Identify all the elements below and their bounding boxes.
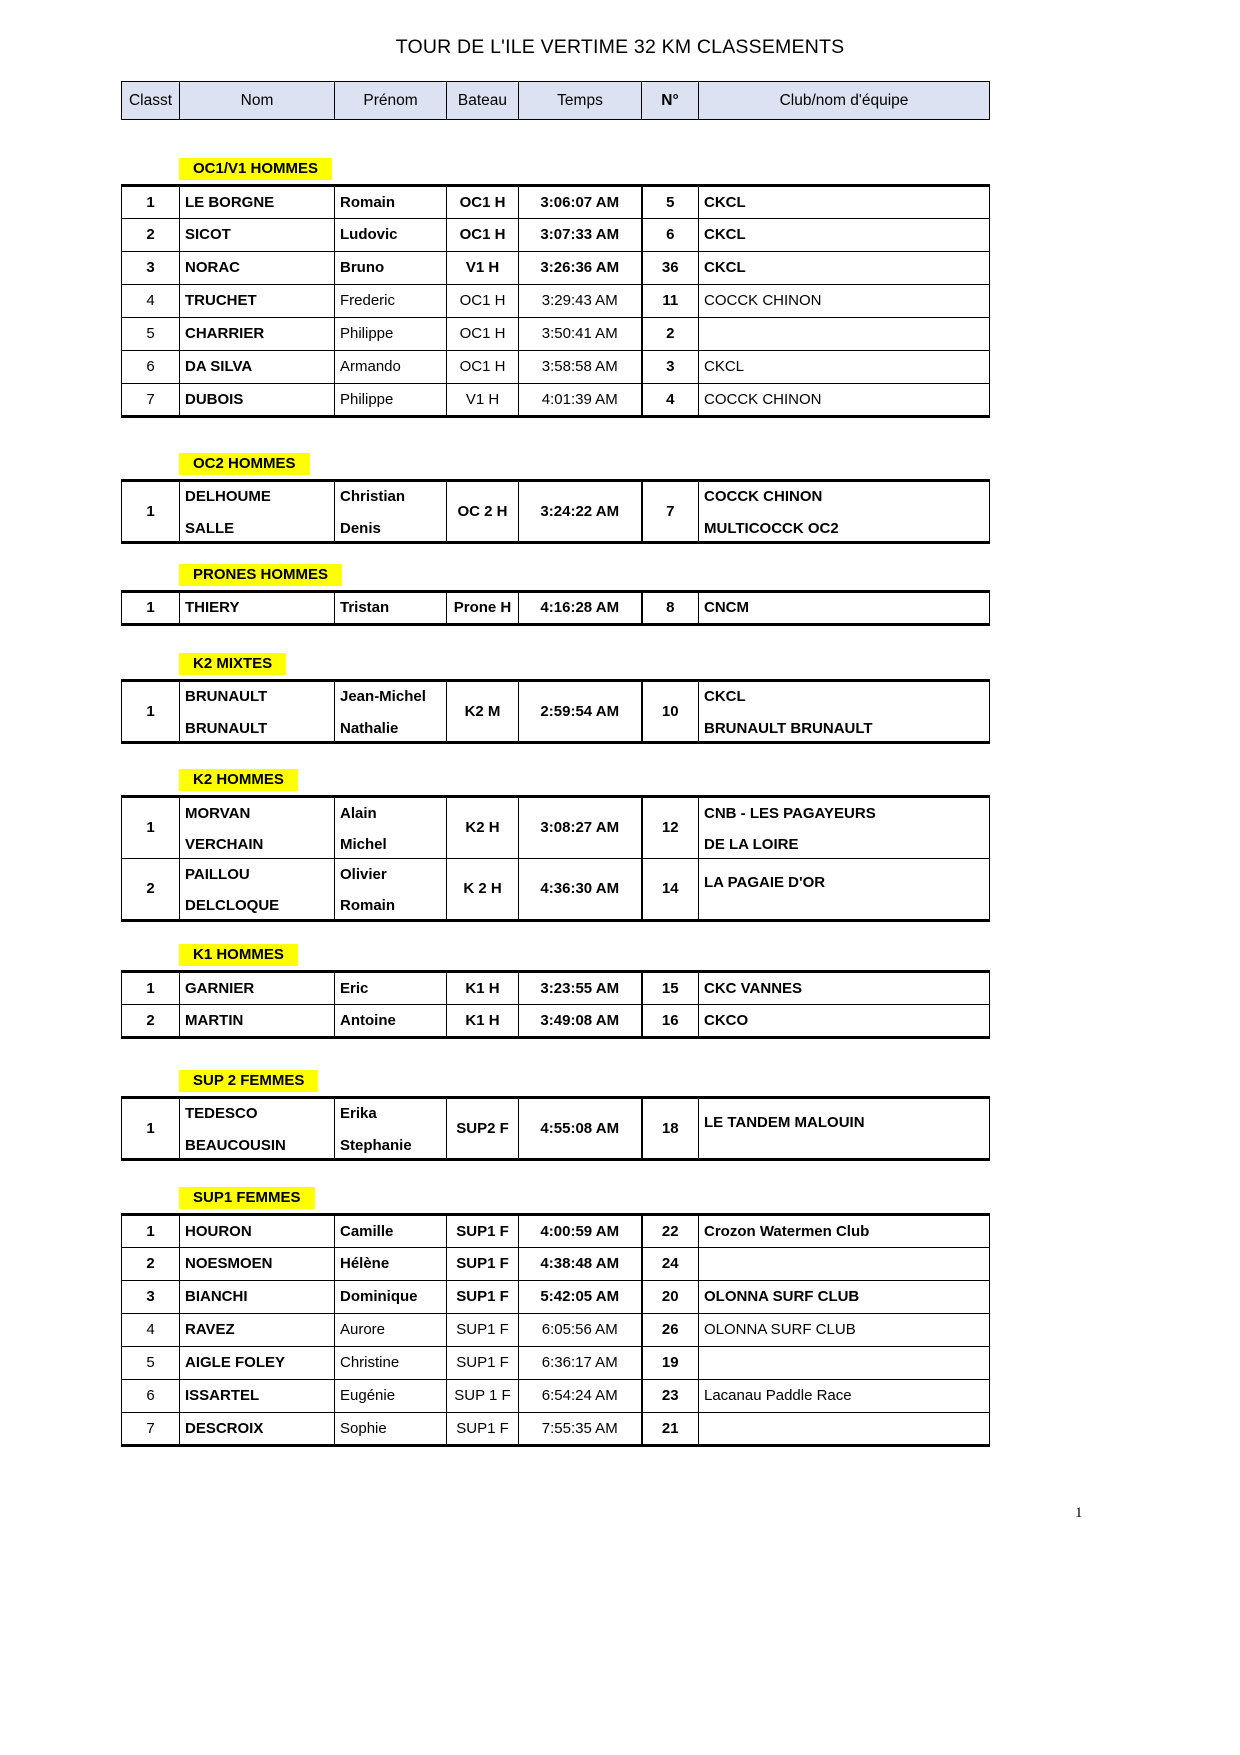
cell-prenom: Frederic [335, 285, 447, 318]
cell-temps: 4:38:48 AM [519, 1248, 642, 1281]
category-label: SUP 2 FEMMES [179, 1070, 318, 1092]
cell-numero: 7 [642, 481, 699, 543]
cell-numero: 24 [642, 1248, 699, 1281]
cell-numero: 15 [642, 972, 699, 1005]
cell-prenom-line-1: Erika [340, 1105, 377, 1123]
cell-bateau: SUP1 F [447, 1281, 519, 1314]
cell-bateau: SUP 1 F [447, 1380, 519, 1413]
category-results-table [121, 1096, 990, 1161]
cell-temps: 4:00:59 AM [519, 1215, 642, 1248]
table-row [122, 318, 990, 351]
cell-temps: 7:55:35 AM [519, 1413, 642, 1446]
table-row [122, 681, 990, 743]
column-header-prenom: Prénom [335, 82, 447, 120]
cell-prenom: Bruno [335, 252, 447, 285]
cell-temps: 3:07:33 AM [519, 219, 642, 252]
cell-nom-line-1: PAILLOU [185, 865, 250, 883]
cell-numero: 20 [642, 1281, 699, 1314]
cell-nom: HOURON [180, 1215, 335, 1248]
cell-club [699, 1098, 990, 1160]
cell-classt: 6 [122, 1380, 180, 1413]
column-header-temps: Temps [519, 82, 642, 120]
cell-classt: 2 [122, 859, 180, 921]
cell-club [699, 481, 990, 543]
table-row [122, 1347, 990, 1380]
cell-bateau: OC1 H [447, 351, 519, 384]
cell-bateau: K1 H [447, 972, 519, 1005]
cell-bateau: K1 H [447, 1005, 519, 1038]
cell-prenom-line-1: Alain [340, 804, 377, 822]
table-row [122, 1005, 990, 1038]
cell-nom [180, 797, 335, 859]
cell-club [699, 681, 990, 743]
cell-temps: 3:49:08 AM [519, 1005, 642, 1038]
cell-club-line-2: DE LA LOIRE [704, 836, 799, 853]
cell-bateau: K2 M [447, 681, 519, 743]
cell-club-line-1: LA PAGAIE D'OR [704, 874, 826, 892]
category-label-row [121, 653, 990, 679]
category-results-table [121, 795, 990, 922]
cell-temps: 3:26:36 AM [519, 252, 642, 285]
cell-prenom: Philippe [335, 384, 447, 417]
cell-nom: DESCROIX [180, 1413, 335, 1446]
category-section [121, 1070, 990, 1161]
cell-prenom-line-2: Nathalie [340, 719, 399, 737]
cell-prenom-line-1: Olivier [340, 865, 387, 883]
cell-classt: 1 [122, 1098, 180, 1160]
category-results-table [121, 1213, 990, 1447]
cell-nom: NOESMOEN [180, 1248, 335, 1281]
cell-classt: 1 [122, 592, 180, 625]
cell-classt: 4 [122, 1314, 180, 1347]
cell-temps: 4:01:39 AM [519, 384, 642, 417]
cell-bateau: K2 H [447, 797, 519, 859]
cell-numero: 4 [642, 384, 699, 417]
cell-prenom-line-2: Denis [340, 519, 381, 537]
cell-bateau: OC1 H [447, 186, 519, 219]
cell-club [699, 318, 990, 351]
cell-bateau: OC1 H [447, 285, 519, 318]
cell-temps: 2:59:54 AM [519, 681, 642, 743]
cell-club-line-1: CKCL [704, 688, 746, 706]
cell-club-line-2: MULTICOCCK OC2 [704, 519, 839, 537]
cell-prenom: Sophie [335, 1413, 447, 1446]
cell-numero: 19 [642, 1347, 699, 1380]
results-table-header [121, 81, 990, 120]
cell-numero: 26 [642, 1314, 699, 1347]
table-row [122, 1248, 990, 1281]
cell-numero: 22 [642, 1215, 699, 1248]
cell-nom-line-2: BRUNAULT [185, 719, 268, 737]
category-results-table [121, 679, 990, 744]
cell-bateau: SUP1 F [447, 1215, 519, 1248]
category-results-table [121, 479, 990, 544]
cell-temps: 4:36:30 AM [519, 859, 642, 921]
cell-nom: LE BORGNE [180, 186, 335, 219]
cell-temps: 4:55:08 AM [519, 1098, 642, 1160]
cell-bateau: V1 H [447, 384, 519, 417]
cell-prenom [335, 859, 447, 921]
table-row [122, 1281, 990, 1314]
cell-classt: 4 [122, 285, 180, 318]
cell-prenom: Antoine [335, 1005, 447, 1038]
cell-bateau: OC1 H [447, 219, 519, 252]
cell-prenom: Hélène [335, 1248, 447, 1281]
cell-numero: 16 [642, 1005, 699, 1038]
cell-nom-line-2: DELCLOQUE [185, 897, 280, 914]
cell-prenom [335, 681, 447, 743]
column-header-nom: Nom [180, 82, 335, 120]
cell-temps: 6:36:17 AM [519, 1347, 642, 1380]
category-label: SUP1 FEMMES [179, 1187, 315, 1209]
category-label: PRONES HOMMES [179, 564, 342, 586]
cell-nom [180, 1098, 335, 1160]
cell-prenom: Philippe [335, 318, 447, 351]
category-label-row [121, 564, 990, 590]
cell-nom: NORAC [180, 252, 335, 285]
cell-prenom: Ludovic [335, 219, 447, 252]
cell-nom: DUBOIS [180, 384, 335, 417]
cell-nom: SICOT [180, 219, 335, 252]
cell-classt: 3 [122, 1281, 180, 1314]
category-label: OC1/V1 HOMMES [179, 158, 332, 180]
cell-nom: RAVEZ [180, 1314, 335, 1347]
cell-classt: 1 [122, 1215, 180, 1248]
cell-nom-line-2: VERCHAIN [185, 836, 264, 853]
cell-classt: 5 [122, 1347, 180, 1380]
cell-prenom: Romain [335, 186, 447, 219]
cell-classt: 1 [122, 972, 180, 1005]
category-section [121, 453, 990, 544]
cell-nom-line-1: MORVAN [185, 804, 251, 822]
cell-club: CKC VANNES [699, 972, 990, 1005]
category-section [121, 944, 990, 1039]
cell-club: COCCK CHINON [699, 285, 990, 318]
cell-classt: 1 [122, 186, 180, 219]
cell-temps: 3:50:41 AM [519, 318, 642, 351]
cell-temps: 6:54:24 AM [519, 1380, 642, 1413]
category-label-row [121, 1187, 990, 1213]
category-label-row [121, 453, 990, 479]
category-section [121, 1187, 990, 1447]
cell-classt: 2 [122, 1005, 180, 1038]
table-header-row [122, 82, 990, 120]
cell-bateau: SUP1 F [447, 1347, 519, 1380]
category-section [121, 158, 990, 418]
cell-bateau: SUP1 F [447, 1248, 519, 1281]
cell-nom: MARTIN [180, 1005, 335, 1038]
table-row [122, 859, 990, 921]
category-label: OC2 HOMMES [179, 453, 310, 475]
category-results-table [121, 590, 990, 626]
cell-bateau: SUP1 F [447, 1314, 519, 1347]
category-section [121, 564, 990, 626]
cell-classt: 6 [122, 351, 180, 384]
cell-club: CNCM [699, 592, 990, 625]
cell-prenom: Christine [335, 1347, 447, 1380]
cell-numero: 3 [642, 351, 699, 384]
cell-club-line-2 [704, 1131, 989, 1145]
cell-club [699, 797, 990, 859]
cell-club: CKCO [699, 1005, 990, 1038]
cell-club [699, 1347, 990, 1380]
table-row [122, 1215, 990, 1248]
table-row [122, 351, 990, 384]
cell-nom [180, 859, 335, 921]
cell-prenom: Aurore [335, 1314, 447, 1347]
page-title: TOUR DE L'ILE VERTIME 32 KM CLASSEMENTS [395, 36, 845, 58]
cell-nom-line-2: BEAUCOUSIN [185, 1136, 286, 1154]
cell-nom: TRUCHET [180, 285, 335, 318]
cell-numero: 11 [642, 285, 699, 318]
cell-bateau: OC 2 H [447, 481, 519, 543]
cell-nom: DA SILVA [180, 351, 335, 384]
cell-prenom: Camille [335, 1215, 447, 1248]
category-label-row [121, 769, 990, 795]
cell-temps: 3:08:27 AM [519, 797, 642, 859]
table-row [122, 592, 990, 625]
category-results-table [121, 970, 990, 1039]
cell-club: CKCL [699, 219, 990, 252]
cell-classt: 2 [122, 1248, 180, 1281]
category-label: K2 HOMMES [179, 769, 298, 791]
category-section [121, 769, 990, 922]
cell-prenom [335, 1098, 447, 1160]
cell-classt: 2 [122, 219, 180, 252]
cell-club [699, 1248, 990, 1281]
cell-prenom: Dominique [335, 1281, 447, 1314]
cell-club-line-1: COCCK CHINON [704, 488, 823, 506]
cell-club-line-2 [704, 892, 989, 906]
cell-numero: 18 [642, 1098, 699, 1160]
column-header-bateau: Bateau [447, 82, 519, 120]
cell-numero: 8 [642, 592, 699, 625]
category-label: K2 MIXTES [179, 653, 286, 675]
cell-bateau: V1 H [447, 252, 519, 285]
cell-nom [180, 481, 335, 543]
category-results-table [121, 184, 990, 418]
cell-prenom: Eugénie [335, 1380, 447, 1413]
category-label-row [121, 158, 990, 184]
column-header-classt: Classt [122, 82, 180, 120]
cell-numero: 14 [642, 859, 699, 921]
cell-numero: 10 [642, 681, 699, 743]
cell-bateau: Prone H [447, 592, 519, 625]
table-row [122, 1314, 990, 1347]
cell-club-line-2: BRUNAULT BRUNAULT [704, 719, 873, 737]
cell-club [699, 1413, 990, 1446]
table-row [122, 384, 990, 417]
cell-numero: 36 [642, 252, 699, 285]
cell-numero: 6 [642, 219, 699, 252]
cell-prenom: Armando [335, 351, 447, 384]
cell-club [699, 859, 990, 921]
cell-nom-line-1: BRUNAULT [185, 688, 268, 706]
cell-prenom: Tristan [335, 592, 447, 625]
cell-temps: 5:42:05 AM [519, 1281, 642, 1314]
cell-prenom-line-1: Christian [340, 488, 406, 506]
cell-classt: 7 [122, 1413, 180, 1446]
category-label-row [121, 1070, 990, 1096]
cell-nom: THIERY [180, 592, 335, 625]
cell-prenom-line-1: Jean-Michel [340, 688, 426, 706]
cell-nom: ISSARTEL [180, 1380, 335, 1413]
table-row [122, 1413, 990, 1446]
cell-numero: 21 [642, 1413, 699, 1446]
cell-temps: 3:23:55 AM [519, 972, 642, 1005]
cell-bateau: K 2 H [447, 859, 519, 921]
table-row [122, 219, 990, 252]
cell-nom: CHARRIER [180, 318, 335, 351]
table-row [122, 1380, 990, 1413]
cell-club: CKCL [699, 186, 990, 219]
cell-classt: 5 [122, 318, 180, 351]
cell-nom: BIANCHI [180, 1281, 335, 1314]
cell-classt: 7 [122, 384, 180, 417]
table-row [122, 797, 990, 859]
table-row [122, 252, 990, 285]
table-row [122, 481, 990, 543]
cell-nom-line-1: TEDESCO [185, 1105, 258, 1123]
cell-temps: 3:58:58 AM [519, 351, 642, 384]
cell-numero: 12 [642, 797, 699, 859]
table-row [122, 972, 990, 1005]
cell-prenom [335, 797, 447, 859]
cell-club: CKCL [699, 252, 990, 285]
cell-club: CKCL [699, 351, 990, 384]
table-row [122, 186, 990, 219]
cell-temps: 3:24:22 AM [519, 481, 642, 543]
category-label-row [121, 944, 990, 970]
cell-numero: 23 [642, 1380, 699, 1413]
cell-bateau: SUP1 F [447, 1413, 519, 1446]
category-section [121, 653, 990, 744]
cell-nom: AIGLE FOLEY [180, 1347, 335, 1380]
cell-nom-line-1: DELHOUME [185, 488, 271, 506]
cell-nom [180, 681, 335, 743]
cell-temps: 3:29:43 AM [519, 285, 642, 318]
cell-prenom [335, 481, 447, 543]
category-label: K1 HOMMES [179, 944, 298, 966]
cell-club: Lacanau Paddle Race [699, 1380, 990, 1413]
cell-club: OLONNA SURF CLUB [699, 1281, 990, 1314]
cell-classt: 3 [122, 252, 180, 285]
cell-temps: 4:16:28 AM [519, 592, 642, 625]
cell-club-line-1: LE TANDEM MALOUIN [704, 1113, 865, 1131]
cell-club-line-1: CNB - LES PAGAYEURS [704, 804, 876, 822]
cell-nom-line-2: SALLE [185, 519, 235, 537]
cell-nom: GARNIER [180, 972, 335, 1005]
cell-prenom-line-2: Michel [340, 836, 387, 853]
cell-prenom-line-2: Romain [340, 897, 396, 914]
cell-classt: 1 [122, 797, 180, 859]
table-row [122, 285, 990, 318]
table-row [122, 1098, 990, 1160]
cell-classt: 1 [122, 681, 180, 743]
cell-temps: 3:06:07 AM [519, 186, 642, 219]
cell-bateau: OC1 H [447, 318, 519, 351]
cell-numero: 5 [642, 186, 699, 219]
column-header-numero: N° [642, 82, 699, 120]
cell-classt: 1 [122, 481, 180, 543]
cell-bateau: SUP2 F [447, 1098, 519, 1160]
cell-temps: 6:05:56 AM [519, 1314, 642, 1347]
cell-club: Crozon Watermen Club [699, 1215, 990, 1248]
cell-club: OLONNA SURF CLUB [699, 1314, 990, 1347]
cell-club: COCCK CHINON [699, 384, 990, 417]
page-number: 1 [1075, 1505, 1083, 1521]
cell-prenom-line-2: Stephanie [340, 1136, 412, 1154]
cell-prenom: Eric [335, 972, 447, 1005]
cell-numero: 2 [642, 318, 699, 351]
column-header-club: Club/nom d'équipe [699, 82, 990, 120]
